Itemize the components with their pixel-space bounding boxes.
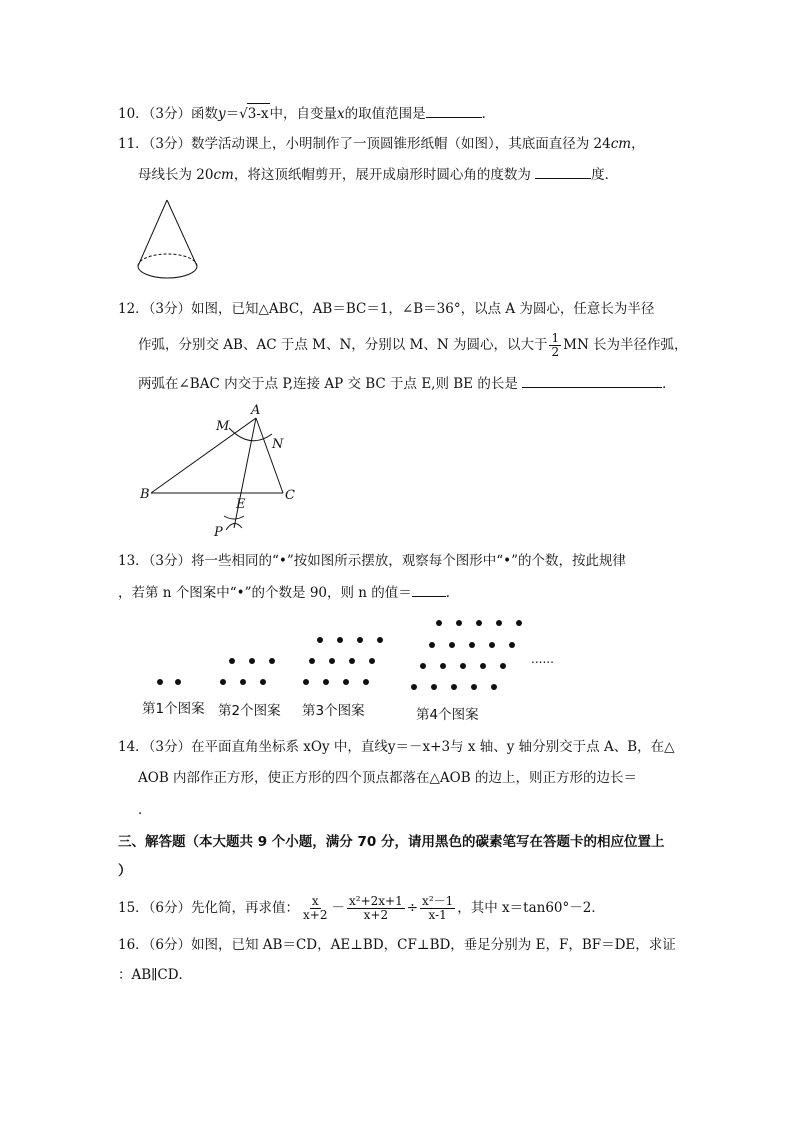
answer-blank-10[interactable] <box>426 103 482 118</box>
dot <box>420 663 426 669</box>
sqrt-sign: √ <box>239 106 248 122</box>
pattern-1 <box>157 679 181 685</box>
fraction-one-half: $\frac{1}{2}$ <box>551 331 560 359</box>
dot <box>337 637 343 643</box>
label-P: P <box>214 525 223 540</box>
q10-mid: 中，自变量 <box>269 106 338 122</box>
answer-blank-11[interactable] <box>535 164 591 179</box>
q15-prefix: 15．（6分）先化简，再求值： <box>118 900 300 916</box>
pattern-2 <box>220 658 275 685</box>
dot <box>377 637 383 643</box>
q12-text-1: 12．（3分）如图，已知△ABC，AB＝BC＝1，∠B＝36°，以点 A 为圆心，任意长为半径 <box>118 301 655 317</box>
q10-radicand: 3-x <box>247 103 270 124</box>
dot <box>500 663 506 669</box>
q14-text-1: 14．（3分）在平面直角坐标系 xOy 中，直线y＝－x+3与 x 轴、y 轴分别交于点 A、B，在△ <box>118 739 675 755</box>
q10-prefix: 10．（3分）函数 <box>118 106 219 122</box>
q12-text-3b: ． <box>662 376 676 392</box>
dot <box>451 684 457 690</box>
q13-text-2a: ，若第 n 个图案中“•”的个数是 90，则 n 的值＝ <box>118 585 412 601</box>
answer-blank-13[interactable] <box>412 582 446 597</box>
q16-text-2: ：AB∥CD． <box>118 967 193 983</box>
dot <box>429 642 435 648</box>
q11-comma: ， <box>631 136 645 152</box>
dot <box>449 642 455 648</box>
q10-var-y: y <box>218 106 226 122</box>
q11-text-1: 11．（3分）数学活动课上，小明制作了一顶圆锥形纸帽（如图），其底面直径为 24 <box>118 136 611 152</box>
cone-right-edge <box>167 200 197 266</box>
side-AC <box>256 418 283 493</box>
cone-left-edge <box>138 200 167 266</box>
section-3-line1: 三、解答题（本大题共 9 个小题，满分 70 分，请用黑色的碳素笔写在答题卡的相应位置上 <box>118 834 665 850</box>
question-13-line1 <box>118 551 626 571</box>
dot <box>260 679 266 685</box>
question-12-line3 <box>138 373 676 394</box>
label-E: E <box>236 497 246 512</box>
dot <box>456 620 462 626</box>
q11-unit-1: cm <box>610 136 632 152</box>
dot <box>489 642 495 648</box>
q10-var-x: x <box>337 106 345 122</box>
q15-fraction-3: $\frac{\text{x²－1}}{x-1}$ <box>422 894 454 922</box>
triangle-figure <box>138 398 308 542</box>
question-11-line1 <box>118 134 645 154</box>
q11-unit-2: cm <box>213 167 234 183</box>
question-14-line3 <box>138 800 152 820</box>
q15-divide: ÷ <box>406 900 419 916</box>
caption-pattern-4: 第4个图案 <box>416 707 479 723</box>
dot <box>471 684 477 690</box>
label-M: M <box>216 419 230 434</box>
pattern-4 <box>411 620 522 690</box>
dot <box>491 684 497 690</box>
side-AB <box>151 418 256 493</box>
dot <box>411 684 417 690</box>
dot <box>343 679 349 685</box>
cone-base-back <box>138 254 197 266</box>
q12-text-2a: 作弧，分别交 AB、AC 于点 M、N，分别以 M、N 为圆心，以大于 <box>138 337 548 353</box>
q15-fraction-2: $\frac{\text{x²+2x+1}}{x+2}$ <box>349 894 403 922</box>
question-11-line2 <box>138 164 618 185</box>
q11-text-2b: ，将这顶纸帽剪开，展开成扇形时圆心角的度数为 <box>233 167 531 183</box>
caption-pattern-2: 第2个图案 <box>218 703 281 719</box>
caption-pattern-3: 第3个图案 <box>302 703 365 719</box>
arc-P-lower <box>224 516 244 519</box>
q11-text-2c: 度． <box>591 167 619 183</box>
label-C: C <box>285 488 295 503</box>
cone-base-front <box>138 266 197 278</box>
q14-text-2: AOB 内部作正方形，使正方形的四个顶点都落在△AOB 的边上，则正方形的边长＝ <box>138 770 637 786</box>
dot <box>249 658 255 664</box>
dot <box>460 663 466 669</box>
label-A: A <box>251 403 261 418</box>
q10-tail: 的取值范围是 <box>344 106 426 122</box>
question-12-line1 <box>118 299 654 319</box>
label-B: B <box>140 487 150 502</box>
q16-text-1: 16．（6分）如图，已知 AB＝CD，AE⊥BD，CF⊥BD，垂足分别为 E，F，BF＝DE，求证 <box>118 937 676 953</box>
question-10 <box>118 103 495 124</box>
pattern-ellipsis: ...... <box>531 652 554 666</box>
dot <box>516 620 522 626</box>
q13-text-2b: ． <box>445 585 460 601</box>
dot <box>157 679 163 685</box>
question-14-line1 <box>118 737 675 757</box>
q12-text-2b: MN 长为半径作弧， <box>563 337 688 353</box>
dot <box>240 679 246 685</box>
dot <box>303 679 309 685</box>
dot <box>269 658 275 664</box>
question-14-line2 <box>138 768 637 788</box>
question-15 <box>118 895 605 922</box>
dot <box>323 679 329 685</box>
dot-pattern-figure <box>140 612 570 696</box>
dot <box>369 658 375 664</box>
q15-minus: － <box>331 900 345 916</box>
dot <box>431 684 437 690</box>
pattern-3 <box>303 637 383 685</box>
section-3-heading <box>118 832 664 852</box>
section-3-line2: ） <box>118 863 132 879</box>
label-N: N <box>272 437 284 452</box>
dot <box>480 663 486 669</box>
dot <box>469 642 475 648</box>
answer-blank-12[interactable] <box>522 373 662 388</box>
question-13-line2 <box>118 582 459 603</box>
dot <box>175 679 181 685</box>
q12-text-3a: 两弧在∠BAC 内交于点 P,连接 AP 交 BC 于点 E,则 BE 的长是 <box>138 376 518 392</box>
q14-text-3: ． <box>138 802 152 818</box>
dot <box>363 679 369 685</box>
section-3-heading-cont <box>118 861 132 881</box>
dot <box>317 637 323 643</box>
question-12-line2 <box>138 332 688 359</box>
q10-end: ． <box>481 106 496 122</box>
q13-text-1: 13．（3分）将一些相同的“•”按如图所示摆放，观察每个图形中“•”的个数，按此规律 <box>118 553 627 569</box>
q11-text-2a: 母线长为 20 <box>138 167 214 183</box>
dot <box>476 620 482 626</box>
arc-MN <box>229 428 272 441</box>
dot <box>349 658 355 664</box>
question-16-line1 <box>118 935 676 955</box>
dot <box>440 663 446 669</box>
dot <box>357 637 363 643</box>
cone-figure <box>132 196 204 288</box>
q10-equals: ＝ <box>225 106 240 122</box>
dot <box>229 658 235 664</box>
dot <box>329 658 335 664</box>
dot <box>220 679 226 685</box>
q15-suffix: ，其中 x＝tan60°－2． <box>457 900 605 916</box>
question-16-line2 <box>118 965 192 985</box>
dot <box>309 658 315 664</box>
dot <box>509 642 515 648</box>
caption-pattern-1: 第1个图案 <box>142 701 205 717</box>
dot <box>496 620 502 626</box>
q15-fraction-1: $\frac{x}{x+2}$ <box>303 894 328 922</box>
dot <box>436 620 442 626</box>
